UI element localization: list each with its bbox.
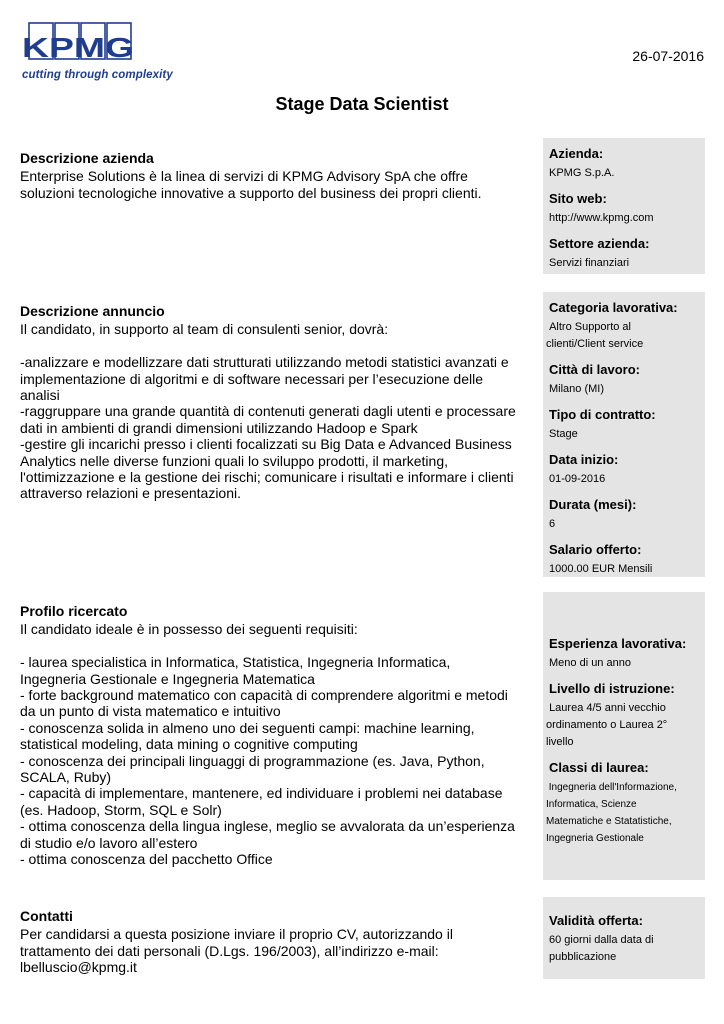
job-category-label: Categoria lavorativa: [549, 300, 678, 315]
duration-label: Durata (mesi): [549, 497, 637, 512]
sector-value: Servizi finanziari [549, 257, 630, 269]
company-name-value: KPMG S.p.A. [549, 167, 615, 179]
company-description-heading: Descrizione azienda [20, 150, 154, 166]
page-title: Stage Data Scientist [275, 94, 449, 114]
profile-text: Il candidato ideale è in possesso dei seguenti requisiti: - laurea specialistica in Informatica, Statistica, Ingegneria Informatica, Ingegneria Gestionale e Ingegneria Matematica - forte background matematico con capacità di comprendere algoritmi e metodi da un punto di vista matematico e intuitivo - conoscenza solida in almeno uno dei seguenti campi: machine learning, statistical modeling, data mining o cognitive computing - conoscenza dei principali linguaggi di programmazione (es. Java, Python, SCALA, Ruby) - capacità di implementare, mantenere, ed individuare i problemi nei database (es. Hadoop, Storm, SQL e Solr) - ottima conoscenza della lingua inglese, meglio se avvalorata da un’esperienza di studio e/o lavoro all’estero - ottima conoscenza del pacchetto Office [20, 621, 515, 868]
job-city-value: Milano (MI) [549, 383, 605, 395]
sector-label: Settore azienda: [549, 236, 650, 251]
salary-label: Salario offerto: [549, 542, 642, 557]
website-link[interactable]: http://www.kpmg.com [549, 212, 654, 224]
ad-description-text: Il candidato, in supporto al team di consulenti senior, dovrà: -analizzare e modellizzare dati strutturati utilizzando metodi statistici avanzati e implementazione di algoritmi e di software necessari per l’esecuzione delle analisi -raggruppare una grande quantità di contenuti generati dagli utenti e processare dati in ambienti di grandi dimensioni utilizzando Hadoop e Spark -gestire gli incarichi presso i clienti focalizzati su Big Data e Advanced Business Analytics nelle diverse funzioni quali lo sviluppo prodotti, il marketing, l'ottimizzazione e la gestione dei rischi; comunicare i risultati e informare i clienti attraverso relazioni e presentazioni. [20, 321, 516, 502]
company-description-text: Enterprise Solutions è la linea di servizi di KPMG Advisory SpA che offre soluzioni tecnologiche innovative a supporto del business dei propri clienti. [20, 168, 482, 201]
contract-type-value: Stage [549, 428, 578, 440]
ad-description-section [20, 303, 538, 502]
education-level-label: Livello di istruzione: [549, 681, 675, 696]
duration-value: 6 [549, 518, 556, 530]
logo-tagline: cutting through complexity [22, 69, 173, 81]
experience-value: Meno di un anno [549, 657, 631, 669]
start-date-value: 01-09-2016 [549, 473, 606, 485]
website-label: Sito web: [549, 191, 607, 206]
profile-heading: Profilo ricercato [20, 603, 128, 619]
contacts-heading: Contatti [20, 908, 73, 924]
company-description-section [20, 150, 538, 201]
start-date-label: Data inizio: [549, 452, 619, 467]
kpmg-logo-mark [20, 22, 140, 60]
job-city-label: Città di lavoro: [549, 362, 641, 377]
salary-value: 1000.00 EUR Mensili [549, 563, 653, 575]
company-info-box [543, 138, 705, 274]
profile-info-box [543, 592, 705, 880]
contacts-section [20, 908, 538, 976]
education-level-value: Laurea 4/5 anni vecchio ordinamento o Laurea 2° livello [546, 702, 668, 748]
kpmg-logo [20, 22, 195, 84]
ad-description-heading: Descrizione annuncio [20, 303, 165, 319]
profile-section [20, 603, 538, 868]
validity-value: 60 giorni dalla data di pubblicazione [549, 934, 654, 963]
contract-type-label: Tipo di contratto: [549, 407, 656, 422]
posting-date: 26-07-2016 [632, 48, 704, 64]
company-name-label: Azienda: [549, 146, 604, 161]
degree-classes-label: Classi di laurea: [549, 760, 649, 775]
contacts-text: Per candidarsi a questa posizione inviare il proprio CV, autorizzando il trattamento dei dati personali (D.Lgs. 196/2003), all’indirizzo e-mail: lbelluscio@kpmg.it [20, 926, 453, 976]
job-category-value: Altro Supporto al clienti/Client service [546, 321, 644, 350]
degree-classes-value: Ingegneria dell'Informazione, Informatica, Scienze Matematiche e Statatistiche, Ingegneria Gestionale [546, 782, 677, 844]
job-info-box [543, 292, 705, 577]
svg-text:KPMG: KPMG [22, 32, 134, 60]
validity-label: Validità offerta: [549, 913, 643, 928]
experience-label: Esperienza lavorativa: [549, 636, 687, 651]
validity-info-box [543, 897, 705, 979]
